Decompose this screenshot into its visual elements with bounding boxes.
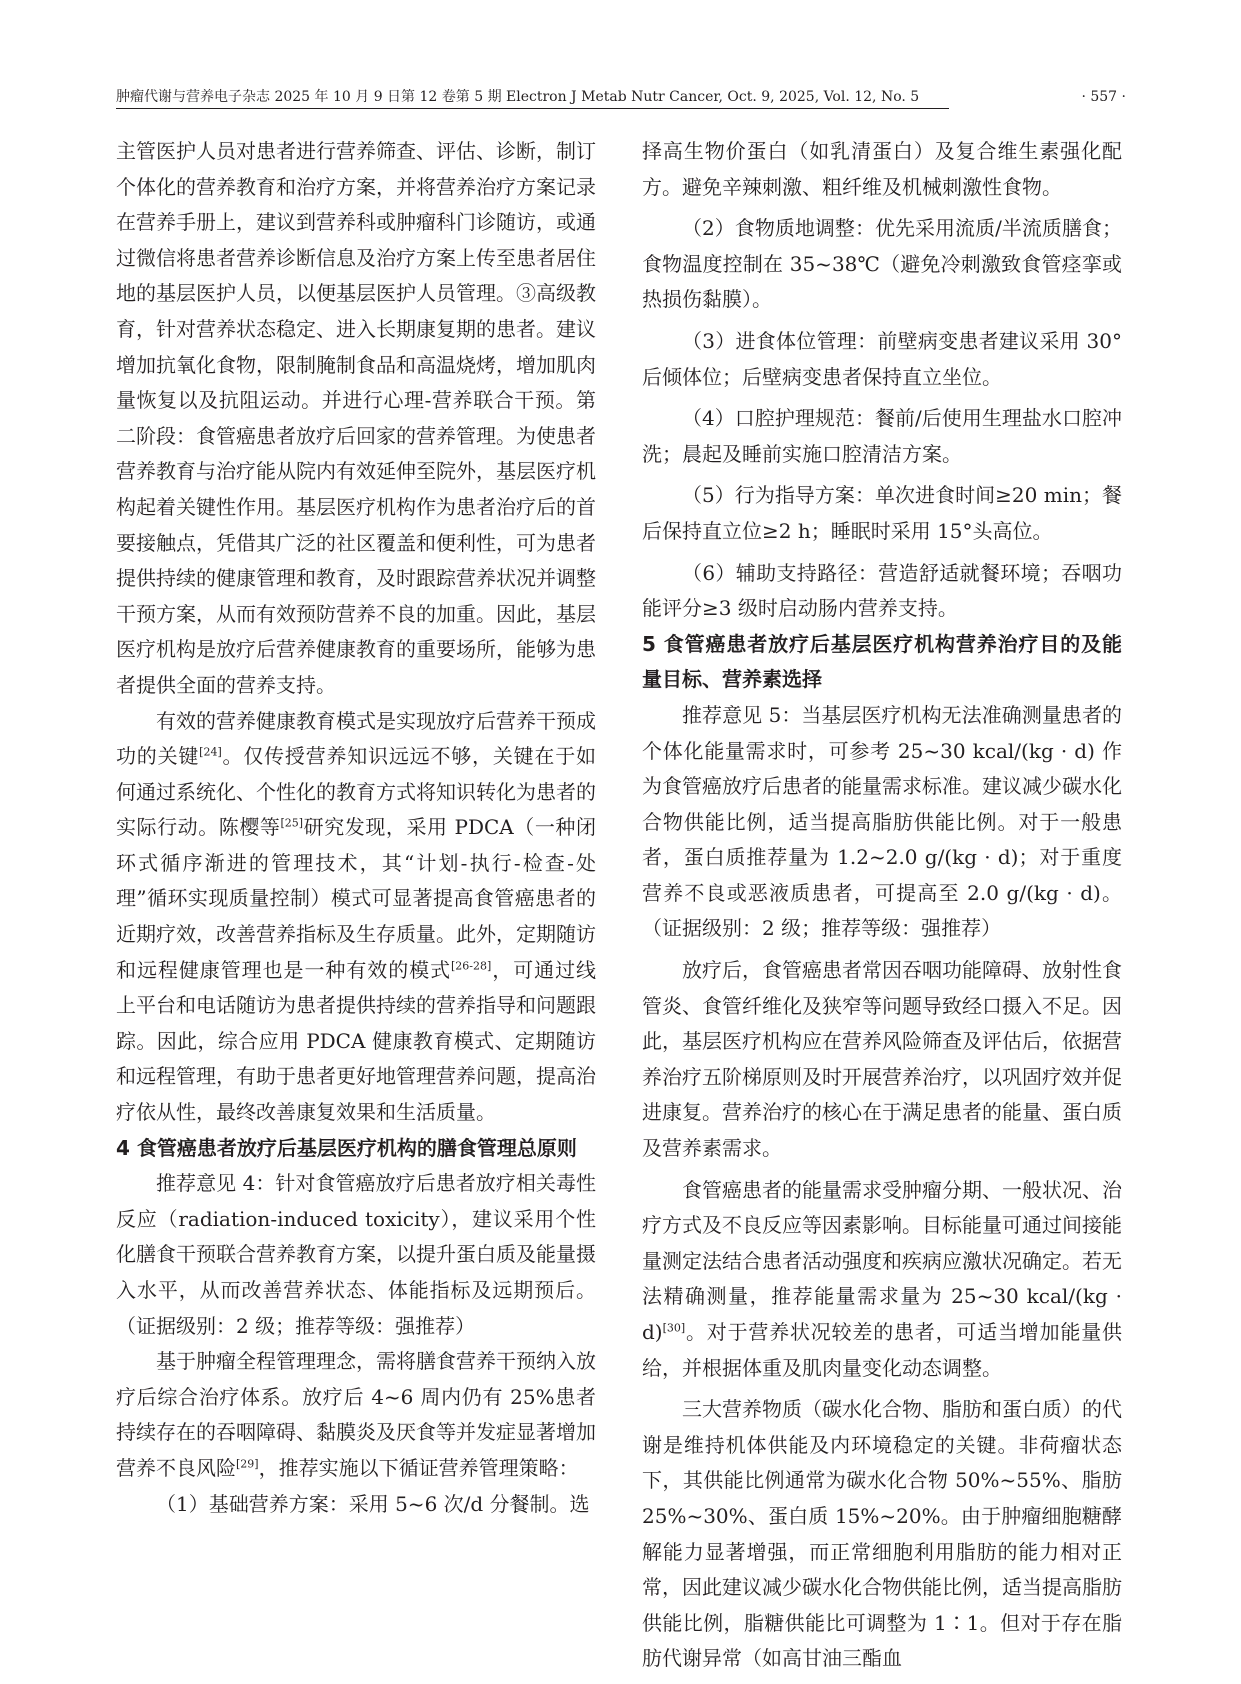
left-column <box>116 134 596 1522</box>
citation-ref: [30] <box>662 1321 686 1335</box>
paragraph: （1）基础营养方案：采用 5~6 次/d 分餐制。选 <box>156 1491 590 1516</box>
paragraph: 基于肿瘤全程管理理念，需将膳食营养干预纳入放疗后综合治疗体系。放疗后 4~6 周内仍有 25%患者持续存在的吞咽障碍、黏膜炎及厌食等并发症显著增加营养不良风险[29]，推荐实施以下循证营养管理策略： <box>116 1349 596 1480</box>
paragraph: （3）进食体位管理：前壁病变患者建议采用 30°后倾体位；后壁病变患者保持直立坐位。 <box>642 328 1122 389</box>
header-rule <box>116 108 949 109</box>
paragraph: 择高生物价蛋白（如乳清蛋白）及复合维生素强化配方。避免辛辣刺激、粗纤维及机械刺激性食物。 <box>642 139 1122 199</box>
citation-ref: [25] <box>280 816 304 830</box>
paragraph: 有效的营养健康教育模式是实现放疗后营养干预成功的关键[24]。仅传授营养知识远远不够，关键在于如何通过系统化、个性化的教育方式将知识转化为患者的实际行动。陈樱等[25]研究发现，采用 PDCA（一种闭环式循序渐进的管理技术，其“计划-执行-检查-处理”循环实现质量控制）模式可显著提高食管癌患者的近期疗效，改善营养指标及生存质量。此外，定期随访和远程健康管理也是一种有效的模式[26-28]，可通过线上平台和电话随访为患者提供持续的营养指导和问题跟踪。因此，综合应用 PDCA 健康教育模式、定期随访和远程管理，有助于患者更好地管理营养问题，提高治疗依从性，最终改善康复效果和生活质量。 <box>116 708 597 1125</box>
citation-ref: [29] <box>236 1457 259 1471</box>
section-heading: 5 食管癌患者放疗后基层医疗机构营养治疗目的及能量目标、营养素选择 <box>642 631 1122 692</box>
running-header <box>116 86 1126 112</box>
citation-ref: [24] <box>199 745 222 759</box>
recommendation-paragraph: 推荐意见 4：针对食管癌放疗后患者放疗相关毒性反应（radiation-induced toxicity），建议采用个性化膳食干预联合营养教育方案，以提升蛋白质及能量摄入水平，从而改善营养状态、体能指标及远期预后。（证据级别：2 级；推荐等级：强推荐） <box>116 1171 596 1338</box>
right-column <box>642 134 1122 1677</box>
citation-ref: [26-28] <box>451 959 492 972</box>
section-heading: 4 食管癌患者放疗后基层医疗机构的膳食管理总原则 <box>116 1135 577 1160</box>
paragraph: （4）口腔护理规范：餐前/后使用生理盐水口腔冲洗；晨起及睡前实施口腔清洁方案。 <box>642 406 1122 466</box>
paragraph: 放疗后，食管癌患者常因吞咽功能障碍、放射性食管炎、食管纤维化及狭窄等问题导致经口摄入不足。因此，基层医疗机构应在营养风险筛查及评估后，依据营养治疗五阶梯原则及时开展营养治疗，以巩固疗效并促进康复。营养治疗的核心在于满足患者的能量、蛋白质及营养素需求。 <box>642 958 1122 1161</box>
paragraph: （5）行为指导方案：单次进食时间≥20 min；餐后保持直立位≥2 h；睡眠时采用 15°头高位。 <box>642 483 1122 543</box>
paragraph: （6）辅助支持路径：营造舒适就餐环境；吞咽功能评分≥3 级时启动肠内营养支持。 <box>642 560 1122 621</box>
page-number: · 557 · <box>1081 89 1126 105</box>
paragraph: 食管癌患者的能量需求受肿瘤分期、一般状况、治疗方式及不良反应等因素影响。目标能量可通过间接能量测定法结合患者活动强度和疾病应激状况确定。若无法精确测量，推荐能量需求量为 25~30 kcal/(kg · d)[30]。对于营养状况较差的患者，可适当增加能量供给，并根据体重及肌肉量变化动态调整。 <box>642 1177 1122 1380</box>
journal-citation: 肿瘤代谢与营养电子杂志 2025 年 10 月 9 日第 12 卷第 5 期 Electron J Metab Nutr Cancer, Oct. 9, 2025, Vol. 12, No. 5 <box>116 89 920 105</box>
recommendation-paragraph: 推荐意见 5：当基层医疗机构无法准确测量患者的个体化能量需求时，可参考 25~30 kcal/(kg · d) 作为食管癌放疗后患者的能量需求标准。建议减少碳水化合物供能比例，适当提高脂肪供能比例。对于一般患者，蛋白质推荐量为 1.2~2.0 g/(kg · d)；对于重度营养不良或恶液质患者，可提高至 2.0 g/(kg · d)。（证据级别：2 级；推荐等级：强推荐） <box>642 702 1122 941</box>
paragraph: （2）食物质地调整：优先采用流质/半流质膳食；食物温度控制在 35~38℃（避免冷刺激致食管痉挛或热损伤黏膜）。 <box>642 216 1122 312</box>
paragraph: 三大营养物质（碳水化合物、脂肪和蛋白质）的代谢是维持机体供能及内环境稳定的关键。非荷瘤状态下，其供能比例通常为碳水化合物 50%~55%、脂肪 25%~30%、蛋白质 15%~20%。由于肿瘤细胞糖酵解能力显著增强，而正常细胞利用脂肪的能力相对正常，因此建议减少碳水化合物供能比例，适当提高脂肪供能比例，脂糖供能比可调整为 1∶1。但对于存在脂肪代谢异常（如高甘油三酯血 <box>642 1397 1122 1671</box>
paragraph: 主管医护人员对患者进行营养筛查、评估、诊断，制订个体化的营养教育和治疗方案，并将营养治疗方案记录在营养手册上，建议到营养科或肿瘤科门诊随访，或通过微信将患者营养诊断信息及治疗方案上传至患者居住地的基层医护人员，以便基层医护人员管理。③高级教育，针对营养状态稳定、进入长期康复期的患者。建议增加抗氧化食物，限制腌制食品和高温烧烤，增加肌肉量恢复以及抗阻运动。并进行心理-营养联合干预。第二阶段：食管癌患者放疗后回家的营养管理。为使患者营养教育与治疗能从院内有效延伸至院外，基层医疗机构起着关键性作用。基层医疗机构作为患者治疗后的首要接触点，凭借其广泛的社区覆盖和便利性，可为患者提供持续的健康管理和教育，及时跟踪营养状况并调整干预方案，从而有效预防营养不良的加重。因此，基层医疗机构是放疗后营养健康教育的重要场所，能够为患者提供全面的营养支持。 <box>116 139 596 697</box>
